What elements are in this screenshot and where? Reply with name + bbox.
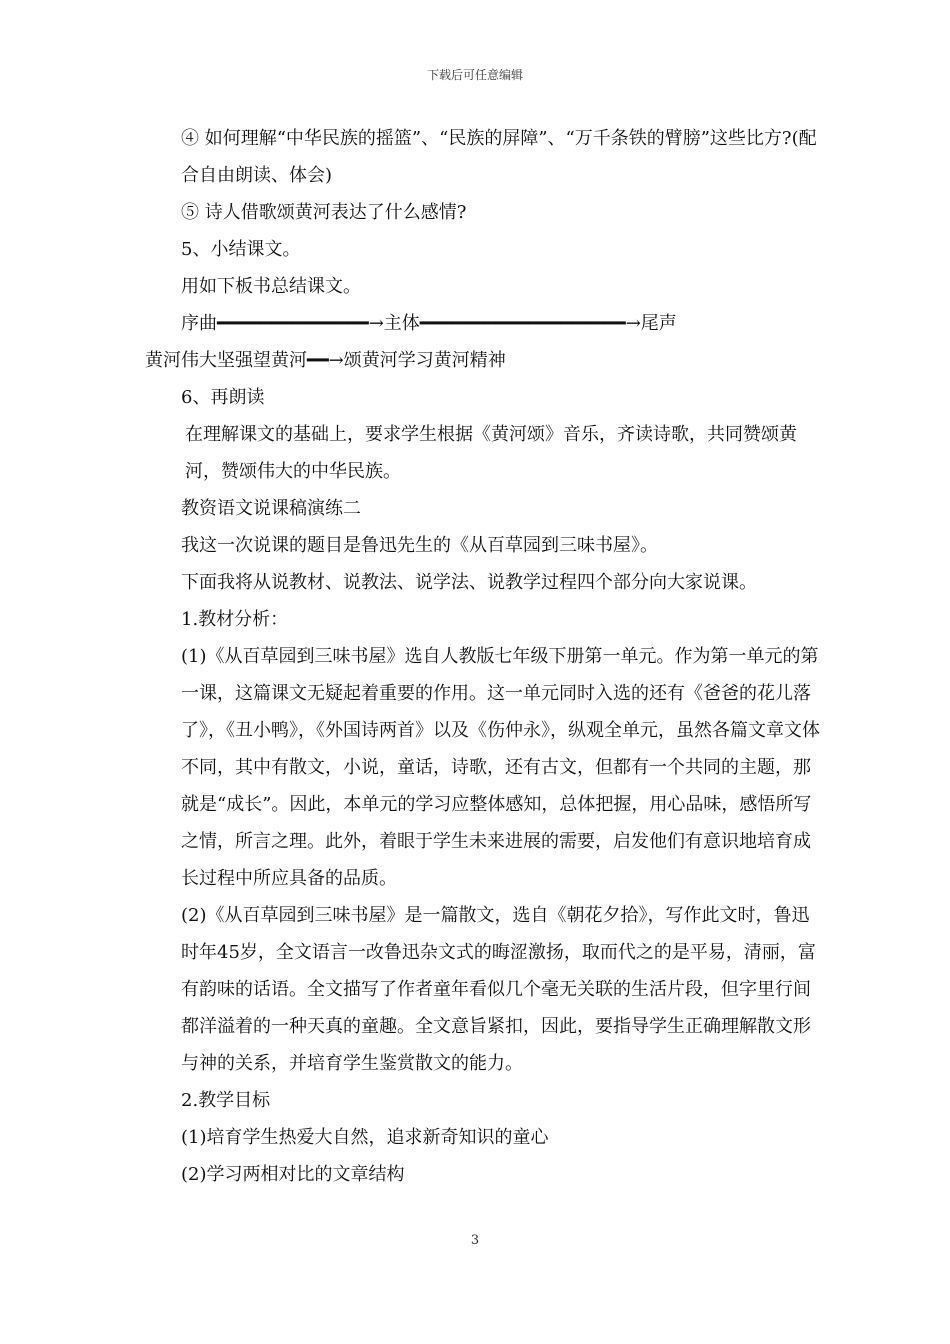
paragraph: 2.教学目标 [181,1090,271,1111]
page-header: 下载后可任意编辑 [426,68,523,82]
paragraph: 教资语文说课稿演练二 [181,498,361,519]
paragraph: 6、再朗读 [181,387,265,408]
paragraph: 我这一次说课的题目是鲁迅先生的《从百草园到三味书屋》。 [181,535,658,556]
paragraph: (2)《从百草园到三味书屋》是一篇散文，选自《朝花夕拾》，写作此文时，鲁迅时年45岁，全文语言一改鲁迅杂文式的晦涩激扬，取而代之的是平易，清丽，富有韵味的话语。全文描写了作者童年看似几个毫无关联的生活片段，但字里行间都洋溢着的一种天真的童趣。全文意旨紧扣，因此，要指导学生正确理解散文形与神的关系，并培育学生鉴赏散文的能力。 [181,905,816,1074]
paragraph: (2)学习两相对比的文章结构 [181,1164,405,1185]
paragraph: 在理解课文的基础上，要求学生根据《黄河颂》音乐，齐读诗歌，共同赞颂黄河，赞颂伟大的中华民族。 [185,424,797,482]
paragraph: ④ 如何理解“中华民族的摇篮”、“民族的屏障”、“万千条铁的臂膀”这些比方?(配合自由朗读、体会) [181,128,817,186]
paragraph: (1)《从百草园到三味书屋》选自人教版七年级下册第一单元。作为第一单元的第一课，这篇课文无疑起着重要的作用。这一单元同时入选的还有《爸爸的花儿落了》，《丑小鸭》，《外国诗两首》以及《伤仲永》，纵观全单元，虽然各篇文章文体不同，其中有散文，小说，童话，诗歌，还有古文，但都有一个共同的主题，那就是“成长”。因此，本单元的学习应整体感知，总体把握，用心品味，感悟所写之情，所言之理。此外，着眼于学生未来进展的需要，启发他们有意识地培育成长过程中所应具备的品质。 [181,646,820,889]
paragraph: (1)培育学生热爱大自然，追求新奇知识的童心 [181,1127,549,1148]
paragraph: 序曲━━━━━━━━━━━━━━→主体━━━━━━━━━━━━━━━━━━━→尾声 [181,313,677,334]
paragraph: 用如下板书总结课文。 [181,276,361,297]
document-body [145,120,825,1193]
paragraph: 5、小结课文。 [181,239,301,260]
paragraph: 下面我将从说教材、说教法、说学法、说教学过程四个部分向大家说课。 [181,572,757,593]
paragraph: 1.教材分析： [181,609,289,630]
page-number: 3 [470,1233,480,1248]
paragraph: ⑤ 诗人借歌颂黄河表达了什么感情? [181,202,467,223]
paragraph: 黄河伟大坚强望黄河━━→颂黄河学习黄河精神 [145,350,506,371]
